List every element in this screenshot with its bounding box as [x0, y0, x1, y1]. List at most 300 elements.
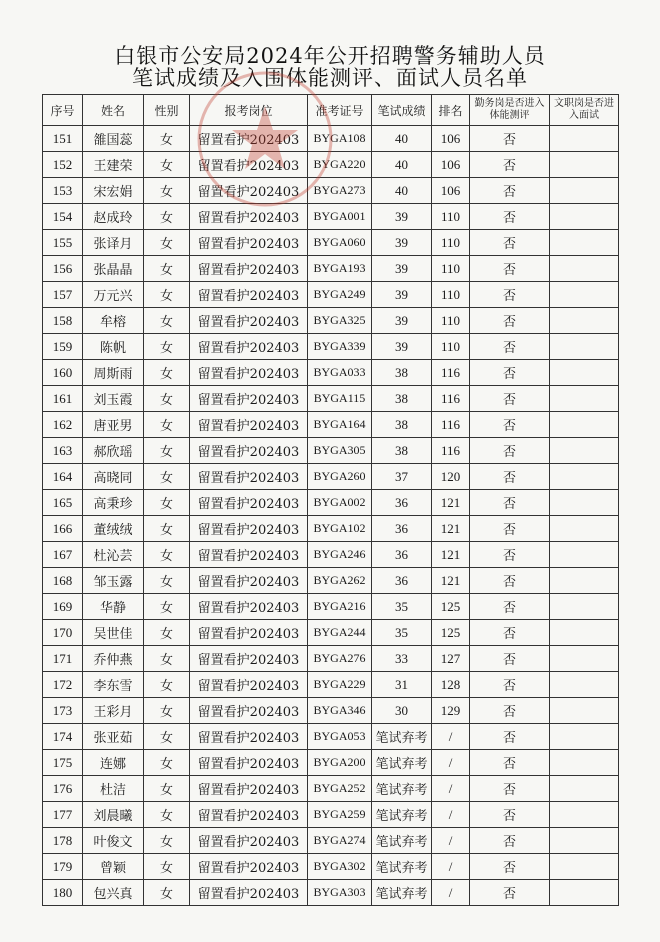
cell-score: 笔试弃考	[372, 880, 432, 906]
cell-post: 留置看护202403	[190, 256, 308, 282]
cell-rank: 116	[432, 386, 470, 412]
cell-score: 笔试弃考	[372, 854, 432, 880]
cell-duty: 否	[470, 568, 550, 594]
table-row	[43, 464, 619, 490]
cell-name: 乔仲燕	[83, 646, 144, 672]
cell-name: 华静	[83, 594, 144, 620]
cell-name: 李东雪	[83, 672, 144, 698]
cell-ticket: BYGA305	[308, 438, 372, 464]
table-row	[43, 594, 619, 620]
cell-ticket: BYGA339	[308, 334, 372, 360]
cell-ticket: BYGA303	[308, 880, 372, 906]
cell-no: 167	[43, 542, 83, 568]
cell-rank: 121	[432, 568, 470, 594]
cell-duty: 否	[470, 724, 550, 750]
document-title-line1: 白银市公安局2024年公开招聘警务辅助人员	[114, 44, 546, 68]
cell-ticket: BYGA164	[308, 412, 372, 438]
cell-no: 178	[43, 828, 83, 854]
cell-ticket: BYGA246	[308, 542, 372, 568]
cell-clerk	[550, 178, 619, 204]
cell-gender: 女	[144, 880, 190, 906]
table-row	[43, 178, 619, 204]
cell-score: 31	[372, 672, 432, 698]
cell-duty: 否	[470, 542, 550, 568]
cell-no: 161	[43, 386, 83, 412]
cell-post: 留置看护202403	[190, 282, 308, 308]
table-row	[43, 750, 619, 776]
cell-ticket: BYGA325	[308, 308, 372, 334]
cell-duty: 否	[470, 672, 550, 698]
cell-rank: 116	[432, 360, 470, 386]
cell-gender: 女	[144, 464, 190, 490]
cell-score: 36	[372, 516, 432, 542]
cell-clerk	[550, 750, 619, 776]
cell-clerk	[550, 672, 619, 698]
cell-no: 154	[43, 204, 83, 230]
cell-duty: 否	[470, 126, 550, 152]
cell-ticket: BYGA276	[308, 646, 372, 672]
cell-no: 165	[43, 490, 83, 516]
cell-score: 37	[372, 464, 432, 490]
col-header-clerk: 文职岗是否进入面试	[550, 95, 619, 126]
cell-name: 刘玉霞	[83, 386, 144, 412]
cell-name: 杜沁芸	[83, 542, 144, 568]
cell-name: 杜洁	[83, 776, 144, 802]
cell-clerk	[550, 490, 619, 516]
cell-clerk	[550, 724, 619, 750]
cell-score: 36	[372, 568, 432, 594]
cell-name: 赵成玲	[83, 204, 144, 230]
cell-rank: 110	[432, 334, 470, 360]
table-row	[43, 204, 619, 230]
cell-gender: 女	[144, 724, 190, 750]
cell-name: 曾颖	[83, 854, 144, 880]
cell-no: 158	[43, 308, 83, 334]
cell-rank: 125	[432, 594, 470, 620]
table-row	[43, 776, 619, 802]
cell-post: 留置看护202403	[190, 516, 308, 542]
table-row	[43, 152, 619, 178]
cell-no: 179	[43, 854, 83, 880]
cell-no: 156	[43, 256, 83, 282]
cell-post: 留置看护202403	[190, 464, 308, 490]
cell-clerk	[550, 282, 619, 308]
cell-duty: 否	[470, 360, 550, 386]
cell-no: 164	[43, 464, 83, 490]
cell-rank: 116	[432, 412, 470, 438]
cell-score: 笔试弃考	[372, 750, 432, 776]
cell-ticket: BYGA249	[308, 282, 372, 308]
cell-ticket: BYGA001	[308, 204, 372, 230]
cell-gender: 女	[144, 230, 190, 256]
cell-rank: 125	[432, 620, 470, 646]
cell-score: 笔试弃考	[372, 724, 432, 750]
cell-post: 留置看护202403	[190, 490, 308, 516]
cell-score: 35	[372, 594, 432, 620]
cell-no: 174	[43, 724, 83, 750]
col-header-no: 序号	[43, 95, 83, 126]
cell-score: 40	[372, 152, 432, 178]
cell-clerk	[550, 334, 619, 360]
cell-duty: 否	[470, 854, 550, 880]
cell-gender: 女	[144, 750, 190, 776]
cell-post: 留置看护202403	[190, 152, 308, 178]
cell-duty: 否	[470, 828, 550, 854]
cell-ticket: BYGA260	[308, 464, 372, 490]
cell-name: 周斯雨	[83, 360, 144, 386]
cell-duty: 否	[470, 386, 550, 412]
cell-name: 王彩月	[83, 698, 144, 724]
cell-ticket: BYGA193	[308, 256, 372, 282]
cell-ticket: BYGA229	[308, 672, 372, 698]
cell-no: 168	[43, 568, 83, 594]
cell-rank: 121	[432, 542, 470, 568]
cell-no: 176	[43, 776, 83, 802]
table-row	[43, 542, 619, 568]
cell-ticket: BYGA115	[308, 386, 372, 412]
cell-post: 留置看护202403	[190, 542, 308, 568]
cell-gender: 女	[144, 542, 190, 568]
cell-ticket: BYGA302	[308, 854, 372, 880]
cell-name: 高秉珍	[83, 490, 144, 516]
cell-post: 留置看护202403	[190, 672, 308, 698]
table-row	[43, 802, 619, 828]
cell-post: 留置看护202403	[190, 360, 308, 386]
table-row	[43, 880, 619, 906]
cell-name: 雒国蕊	[83, 126, 144, 152]
cell-duty: 否	[470, 490, 550, 516]
table-row	[43, 490, 619, 516]
cell-score: 40	[372, 126, 432, 152]
cell-rank: /	[432, 776, 470, 802]
table-row	[43, 854, 619, 880]
cell-clerk	[550, 152, 619, 178]
cell-ticket: BYGA102	[308, 516, 372, 542]
table-row	[43, 620, 619, 646]
cell-rank: 110	[432, 256, 470, 282]
document-title-line2: 笔试成绩及入围体能测评、面试人员名单	[132, 66, 528, 90]
cell-rank: 110	[432, 230, 470, 256]
cell-no: 162	[43, 412, 83, 438]
cell-duty: 否	[470, 282, 550, 308]
cell-gender: 女	[144, 204, 190, 230]
cell-duty: 否	[470, 802, 550, 828]
cell-rank: 106	[432, 152, 470, 178]
table-row	[43, 230, 619, 256]
cell-gender: 女	[144, 828, 190, 854]
cell-ticket: BYGA200	[308, 750, 372, 776]
cell-clerk	[550, 698, 619, 724]
cell-duty: 否	[470, 256, 550, 282]
cell-clerk	[550, 412, 619, 438]
cell-gender: 女	[144, 386, 190, 412]
cell-post: 留置看护202403	[190, 126, 308, 152]
cell-no: 173	[43, 698, 83, 724]
col-header-score: 笔试成绩	[372, 95, 432, 126]
cell-rank: /	[432, 802, 470, 828]
cell-clerk	[550, 594, 619, 620]
cell-post: 留置看护202403	[190, 828, 308, 854]
cell-gender: 女	[144, 412, 190, 438]
cell-ticket: BYGA262	[308, 568, 372, 594]
cell-name: 张亚茹	[83, 724, 144, 750]
cell-gender: 女	[144, 490, 190, 516]
cell-no: 163	[43, 438, 83, 464]
cell-gender: 女	[144, 256, 190, 282]
cell-clerk	[550, 386, 619, 412]
cell-rank: 127	[432, 646, 470, 672]
cell-rank: /	[432, 854, 470, 880]
cell-post: 留置看护202403	[190, 854, 308, 880]
cell-gender: 女	[144, 802, 190, 828]
cell-post: 留置看护202403	[190, 568, 308, 594]
cell-no: 157	[43, 282, 83, 308]
table-row	[43, 360, 619, 386]
cell-gender: 女	[144, 568, 190, 594]
cell-clerk	[550, 828, 619, 854]
cell-name: 董绒绒	[83, 516, 144, 542]
results-table	[42, 94, 619, 906]
cell-rank: 110	[432, 308, 470, 334]
cell-gender: 女	[144, 126, 190, 152]
cell-clerk	[550, 126, 619, 152]
cell-post: 留置看护202403	[190, 204, 308, 230]
cell-name: 唐亚男	[83, 412, 144, 438]
cell-duty: 否	[470, 516, 550, 542]
cell-gender: 女	[144, 282, 190, 308]
cell-no: 159	[43, 334, 83, 360]
cell-score: 38	[372, 360, 432, 386]
cell-duty: 否	[470, 152, 550, 178]
table-header-row	[43, 95, 619, 126]
cell-ticket: BYGA216	[308, 594, 372, 620]
cell-name: 高晓同	[83, 464, 144, 490]
cell-post: 留置看护202403	[190, 308, 308, 334]
table-row	[43, 568, 619, 594]
cell-clerk	[550, 776, 619, 802]
cell-duty: 否	[470, 412, 550, 438]
cell-name: 张译月	[83, 230, 144, 256]
cell-ticket: BYGA273	[308, 178, 372, 204]
cell-score: 39	[372, 308, 432, 334]
cell-no: 172	[43, 672, 83, 698]
cell-post: 留置看护202403	[190, 724, 308, 750]
table-row	[43, 724, 619, 750]
cell-clerk	[550, 230, 619, 256]
cell-name: 王建荣	[83, 152, 144, 178]
cell-gender: 女	[144, 516, 190, 542]
cell-score: 39	[372, 204, 432, 230]
table-row	[43, 516, 619, 542]
cell-post: 留置看护202403	[190, 802, 308, 828]
cell-name: 连娜	[83, 750, 144, 776]
cell-no: 171	[43, 646, 83, 672]
cell-score: 笔试弃考	[372, 828, 432, 854]
cell-name: 宋宏娟	[83, 178, 144, 204]
cell-duty: 否	[470, 646, 550, 672]
cell-ticket: BYGA259	[308, 802, 372, 828]
cell-score: 38	[372, 412, 432, 438]
cell-score: 39	[372, 334, 432, 360]
cell-no: 177	[43, 802, 83, 828]
cell-gender: 女	[144, 854, 190, 880]
cell-score: 36	[372, 490, 432, 516]
cell-post: 留置看护202403	[190, 412, 308, 438]
cell-name: 刘晨曦	[83, 802, 144, 828]
cell-score: 笔试弃考	[372, 802, 432, 828]
cell-rank: /	[432, 880, 470, 906]
cell-name: 万元兴	[83, 282, 144, 308]
cell-no: 170	[43, 620, 83, 646]
cell-ticket: BYGA346	[308, 698, 372, 724]
cell-rank: 121	[432, 490, 470, 516]
table-row	[43, 256, 619, 282]
cell-name: 张晶晶	[83, 256, 144, 282]
cell-clerk	[550, 802, 619, 828]
cell-clerk	[550, 620, 619, 646]
cell-score: 39	[372, 230, 432, 256]
cell-name: 包兴真	[83, 880, 144, 906]
cell-duty: 否	[470, 178, 550, 204]
cell-post: 留置看护202403	[190, 776, 308, 802]
cell-clerk	[550, 204, 619, 230]
cell-rank: /	[432, 750, 470, 776]
cell-gender: 女	[144, 672, 190, 698]
cell-duty: 否	[470, 776, 550, 802]
cell-no: 180	[43, 880, 83, 906]
table-row	[43, 386, 619, 412]
cell-clerk	[550, 464, 619, 490]
cell-gender: 女	[144, 360, 190, 386]
table-row	[43, 282, 619, 308]
cell-gender: 女	[144, 776, 190, 802]
cell-duty: 否	[470, 698, 550, 724]
cell-post: 留置看护202403	[190, 178, 308, 204]
cell-post: 留置看护202403	[190, 750, 308, 776]
cell-duty: 否	[470, 620, 550, 646]
cell-post: 留置看护202403	[190, 230, 308, 256]
cell-score: 39	[372, 282, 432, 308]
cell-score: 笔试弃考	[372, 776, 432, 802]
cell-ticket: BYGA060	[308, 230, 372, 256]
cell-gender: 女	[144, 620, 190, 646]
table-row	[43, 412, 619, 438]
cell-no: 151	[43, 126, 83, 152]
cell-no: 160	[43, 360, 83, 386]
cell-score: 36	[372, 542, 432, 568]
col-header-post: 报考岗位	[190, 95, 308, 126]
cell-score: 33	[372, 646, 432, 672]
cell-no: 155	[43, 230, 83, 256]
cell-name: 牟榕	[83, 308, 144, 334]
cell-gender: 女	[144, 698, 190, 724]
cell-post: 留置看护202403	[190, 698, 308, 724]
cell-score: 30	[372, 698, 432, 724]
cell-duty: 否	[470, 230, 550, 256]
cell-score: 35	[372, 620, 432, 646]
col-header-duty: 勤务岗是否进入体能测评	[470, 95, 550, 126]
cell-rank: 106	[432, 126, 470, 152]
cell-score: 38	[372, 386, 432, 412]
cell-duty: 否	[470, 438, 550, 464]
cell-no: 169	[43, 594, 83, 620]
cell-rank: 120	[432, 464, 470, 490]
cell-duty: 否	[470, 594, 550, 620]
cell-duty: 否	[470, 334, 550, 360]
cell-ticket: BYGA053	[308, 724, 372, 750]
col-header-name: 姓名	[83, 95, 144, 126]
table-row	[43, 646, 619, 672]
cell-clerk	[550, 646, 619, 672]
cell-name: 吴世佳	[83, 620, 144, 646]
cell-clerk	[550, 516, 619, 542]
cell-gender: 女	[144, 438, 190, 464]
cell-rank: /	[432, 828, 470, 854]
table-row	[43, 828, 619, 854]
cell-ticket: BYGA108	[308, 126, 372, 152]
cell-no: 166	[43, 516, 83, 542]
cell-name: 郝欣瑶	[83, 438, 144, 464]
cell-no: 153	[43, 178, 83, 204]
cell-gender: 女	[144, 334, 190, 360]
cell-duty: 否	[470, 204, 550, 230]
cell-no: 175	[43, 750, 83, 776]
col-header-gender: 性别	[144, 95, 190, 126]
cell-post: 留置看护202403	[190, 334, 308, 360]
cell-score: 38	[372, 438, 432, 464]
cell-name: 叶俊文	[83, 828, 144, 854]
cell-post: 留置看护202403	[190, 386, 308, 412]
cell-clerk	[550, 256, 619, 282]
cell-duty: 否	[470, 750, 550, 776]
cell-ticket: BYGA252	[308, 776, 372, 802]
table-row	[43, 334, 619, 360]
cell-rank: 116	[432, 438, 470, 464]
cell-clerk	[550, 542, 619, 568]
col-header-ticket: 准考证号	[308, 95, 372, 126]
cell-rank: 106	[432, 178, 470, 204]
cell-name: 陈帆	[83, 334, 144, 360]
cell-duty: 否	[470, 308, 550, 334]
cell-rank: 110	[432, 204, 470, 230]
cell-clerk	[550, 308, 619, 334]
cell-no: 152	[43, 152, 83, 178]
cell-gender: 女	[144, 594, 190, 620]
cell-clerk	[550, 854, 619, 880]
cell-rank: 121	[432, 516, 470, 542]
cell-duty: 否	[470, 880, 550, 906]
cell-gender: 女	[144, 178, 190, 204]
cell-score: 40	[372, 178, 432, 204]
cell-gender: 女	[144, 152, 190, 178]
cell-ticket: BYGA002	[308, 490, 372, 516]
col-header-rank: 排名	[432, 95, 470, 126]
cell-clerk	[550, 880, 619, 906]
cell-duty: 否	[470, 464, 550, 490]
cell-rank: 129	[432, 698, 470, 724]
table-row	[43, 126, 619, 152]
cell-gender: 女	[144, 646, 190, 672]
cell-gender: 女	[144, 308, 190, 334]
cell-ticket: BYGA033	[308, 360, 372, 386]
table-row	[43, 308, 619, 334]
cell-ticket: BYGA244	[308, 620, 372, 646]
table-row	[43, 672, 619, 698]
cell-rank: 128	[432, 672, 470, 698]
table-row	[43, 438, 619, 464]
cell-rank: 110	[432, 282, 470, 308]
cell-name: 邹玉露	[83, 568, 144, 594]
